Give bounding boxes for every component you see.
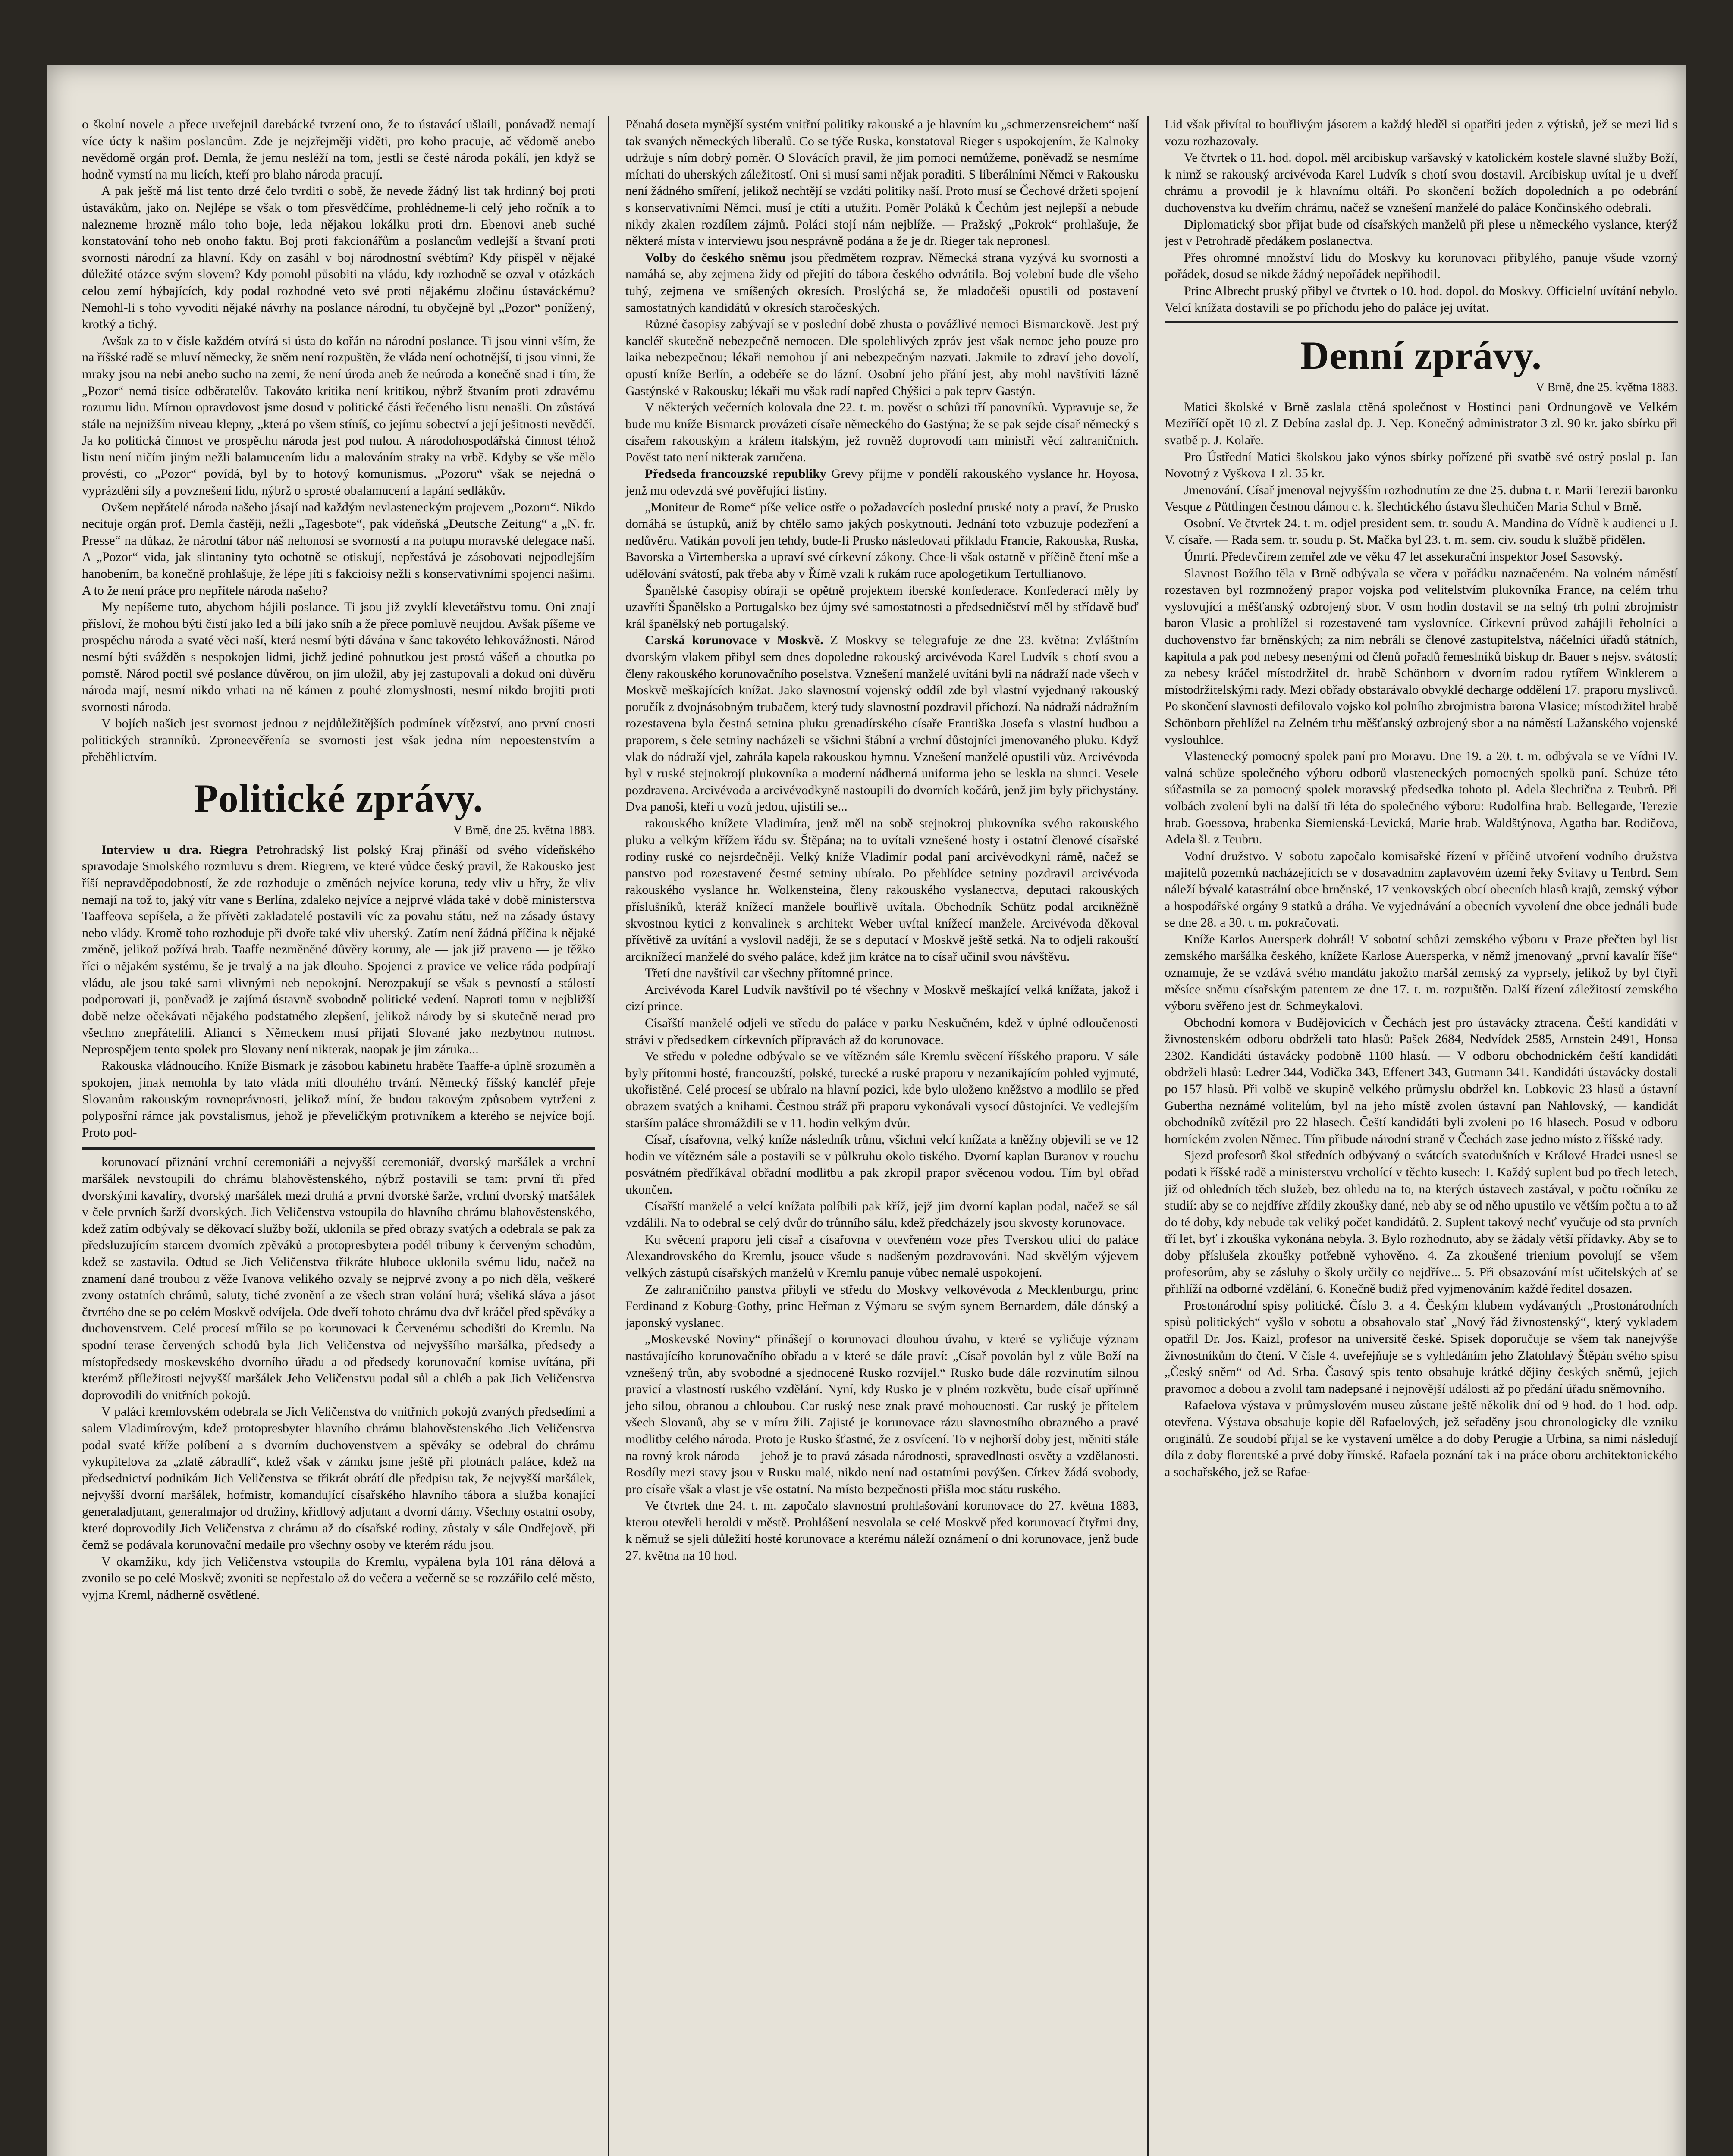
newspaper-page bbox=[47, 65, 1686, 2156]
article-paragraph: Rakouska vládnoucího. Kníže Bismark je zásobou kabinetu hraběte Taaffe-a úplně srozuměn a spokojen, jinak nemohla by tato vláda míti dlouhého trvání. Německý říšský kancléř přeje Slovanům rakouským rovnoprávnosti, jelikož míní, že budou takovým způsobem vytrženi z polyposřní rámce jak povstalismus, jehož je převeličkým protivníkem a kterého se nejvíce bojí. Proto pod- bbox=[82, 1059, 595, 1140]
article-paragraph: Diplomatický sbor přijat bude od císařských manželů při plese u německého vyslance, kterýž jest v Petrohradě předákem poslanectva. bbox=[1165, 217, 1678, 248]
section-heading-denni-zpravy: Denní zprávy. bbox=[1300, 333, 1542, 378]
article-paragraph: o školní novele a přece uveřejnil darebácké tvrzení ono, že to ústavácí ušlaili, ponávadž nemají více úcty k našim poslancům. Zde je nejzřejměji viděti, pro koho pracuje, ač vědomě anebo nevědomě orgán prof. Demla, že jemu nesléží na tom, jestli se česté národa pokálí, jen když se hodně vymstí na mu licích, kteří pro blaho národa pracují. bbox=[82, 117, 595, 182]
article-paragraph: Ku svěcení praporu jeli císař a císařovna v otevřeném voze přes Tverskou ulici do paláce Alexandrovského do Kremlu, jsouce všude s nadšeným pozdravováni. Nad skvělým výjevem velkých zástupů císařských manželů v Kremlu panuje vůbec nemalé uspokojení. bbox=[625, 1232, 1139, 1280]
item-lead: Carská korunovace v Moskvě. bbox=[645, 633, 823, 648]
article-paragraph: Obchodní komora v Budějovicích v Čechách jest pro ústavácky ztracena. Čeští kandidáti v živnostenském odboru obdrželi tato hlasů: Pašek 2684, Nedvídek 2585, Arnstein 2491, Honsa 2302. Kandidáti ústavácky podobně 1100 hlasů. — V odboru obchodnickém čeští kandidáti obdrželi hlasů: Ledrer 344, Vodička 343, Effenert 343, Gutmann 341. Kandidáti ústavácky dostali po 157 hlasů. Při volbě ve skupině velkého průmyslu obdržel kn. Lobkovic 23 hlasů a ústavní Gubertha neznámé volitelům, byl na jeho místě zvolen ústavní pan Nahlovský, — kandidát obchodníků zvítězil pro 22 hlasech. Čeští kandidáti byli zvoleni po 16 hlasech. Posud v odboru horníckém zvolen Němec. Tím přibude národní straně v Čechách zase jedno místo z říšské rady. bbox=[1165, 1015, 1678, 1146]
article-paragraph: rakouského knížete Vladimíra, jenž měl na sobě stejnokroj plukovníka svého rakouského pluku a velkým křížem řádu sv. Štěpána; na to uvítali vznešené hosty i ostatní členové císařské rodiny ruské co nejsrdečněji. Velký kníže Vladimír podal paní arcivévodkyni rámě, načež se panstvo pod rozestavené čestné setniny ubíralo. Po přehlídce setniny pozdravil arcivévoda rakouského vyslance hr. Wolkensteina, členy rakouského vyslanectva, deputaci rakouských příslušníků, kteráž knížecí manžele bouřlivě uvítala. Obchodník Schütz podal arcikněžně skvostnou kytici z konvalinek s architekt Weber uvítal knížecí manžele. Arcivévoda děkoval přívětivě za uvítání a vyslovil naději, že se s deputací v Moskvě ještě setká. Na to odjeli rakouští arciknížecí manželé do svého paláce, kdež jim krátce na to císař učinil svou návštěvu. bbox=[625, 816, 1139, 964]
column-2 bbox=[625, 116, 1139, 2156]
article-paragraph: Kníže Karlos Auersperk dohrál! V sobotní schůzi zemského výboru v Praze přečten byl list zemského maršálka českého, knížete Karlose Auersperka, v němž jmenovaný „první kavalír říše“ oznamuje, že se vzdává svého mandátu jakožto maršál zemský za vyprsely, jelikož by byl čtyři měsíce sněmu císařským patentem ze dne 17. t. m. rozpuštěn. Další řízení záležitostí zemského výboru svěřeno jest dr. Schmeykalovi. bbox=[1165, 932, 1678, 1013]
article-paragraph: Arcivévoda Karel Ludvík navštívil po té všechny v Moskvě meškající velká knížata, jakož i cizí prince. bbox=[625, 982, 1139, 1014]
article-paragraph: Třetí dne navštívil car všechny přítomné prince. bbox=[645, 966, 893, 981]
article-paragraph: Avšak za to v čísle každém otvírá si ústa do kořán na národní poslance. Ti jsou vinni vším, že na říšské radě se mluví německy, že sněm není rozpuštěn, že vláda není ochotnější, ti jsou vinni, že mraky jsou na nebi anebo sucho na zemi, že není úroda aneb že neúroda a konečně snad i tím, že „Pozor“ nemá tisíce odběratelův. Takováto kritika není kritikou, nýbrž štvaním proti zdravému rozumu lidu. Mírnou opravdovost jsme dosud v politické části řečeného listu nenašli. On zůstává stále na nejnižším niveau klepny, „která po všem stíníš, co jejímu sobectví a její ješitnosti nevědčí. Ja ko politická činnost ve prospěchu národa jest pod nulou. A národohospodářská činnost téhož listu není ničím jiným nežli balamucením lidu a malováním straky na vrbě. Kdyby se vše mělo provésti, co „Pozor“ povídá, byl by to hotový komunismus. „Pozoru“ však se nejedná o vyprázdění síly a povznešení lidu, nýbrž o sprosté obalamucení a lapání sedlákův. bbox=[82, 333, 595, 498]
article-paragraph: Lid však přivítal to bouřlivým jásotem a každý hleděl si opatřiti jeden z výtisků, jež se mezi lid s vozu rozhazovaly. bbox=[1165, 117, 1678, 148]
article-paragraph: Princ Albrecht pruský přibyl ve čtvrtek o 10. hod. dopol. do Moskvy. Officielní uvítání nebylo. Velcí knížata dostavili se po příchodu jeho do paláce jej uvítat. bbox=[1165, 283, 1678, 315]
article-paragraph: Různé časopisy zabývají se v poslední době zhusta o povážlivé nemoci Bismarckově. Jest prý kancléř skutečně nebezpečně nemocen. Dle spolehlivých zpráv jest však nemoc jeho pouze pro laika nebezpečnou; lékaři nemohou jí ani nebezpečným nazvati. Jakmile to zdraví jeho dovolí, opustí kníže Berlín, a odebéře se do lázní. Osobní jeho přání jest, aby mohl navštíviti lázně Gastýnské v Rakousku; lékaři mu však radí napřed Chýšici a pak teprv Gastýn. bbox=[625, 317, 1139, 398]
article-paragraph: Císař, císařovna, velký kníže následník trůnu, všichni velcí knížata a kněžny objevili se ve 12 hodin ve vítězném sále a postavili se v půlkruhu okolo tiského. Dvorní kaplan Buranov v rouchu posvátném předříkával obřadní modlitbu a pak zkropil prapor svěcenou vodou. Tím byl obřad ukončen. bbox=[625, 1132, 1139, 1197]
section-divider bbox=[82, 1147, 595, 1150]
article-paragraph: Slavnost Božího těla v Brně odbývala se včera v pořádku naznačeném. Na volném náměstí rozestaven byl rozmnožený prapor vojska pod velitelstvím plukovníka France, na celém trhu vyslovující a měšťanský ozbrojený sbor. V osm hodin dostavil se na selný trh polní zbrojmistr baron Vlasic a prohlížel si rozestavené tam vyslovníce. Církevní průvod zahájili řeholníci a duchovenstvo far brněnských; za nim nebráli se členové zastupitelstva, náčelníci úřadů státních, kapitula a pak pod nebesy nesenými od členů pořadů řemeslníků biskup dr. Bauer s nejsv. svátostí; za nebesy kráčel místodržitel dr. hrabě Schönborn v dvorním radou rytířem Winklerem a místodržitelskými rady. Mezi obřady obstarávalo obvyklé decharge oddělení 17. praporu myslivců. Po skončení slavnosti defilovalo vojsko kol polního zbrojmistra barona Vlasice; místodržitel hrabě Schönborn přehlížel na Zelném trhu měšťanský ozbrojený sbor a na náměstí Lažanského vojenské vyslouhlce. bbox=[1165, 566, 1678, 747]
article-paragraph: Vlastenecký pomocný spolek paní pro Moravu. Dne 19. a 20. t. m. odbývala se ve Vídni IV. valná schůze společného výboru odborů vlasteneckých pomocných spolků paní. Schůze této súčastnila se za pomocný spolek moravský předsedka tohoto pl. Adela šlechtična z Teubrů. Při volbách zvolení byli na další tři léta do společného výboru: Rudolfina hrab. Bellegarde, Terezie hrab. Goessova, hrabenka Siemienská-Levická, Marie hrab. Waldštýnova, Agatha bar. Rodičova, Adela šl. z Teubru. bbox=[1165, 749, 1678, 847]
column-rule bbox=[1147, 116, 1149, 2156]
article-paragraph: V některých večerních kolovala dne 22. t. m. pověst o schůzi tří panovníků. Vypravuje se, že bude mu kníže Bismarck provázeti císaře německého do Gastýna; že se pak sejde císař německý s císařem rakouským a králem italským, jež rovněž doprovodí tam ministři věcí zahraničních. Pověst tato není nikterak zaručena. bbox=[625, 400, 1139, 464]
article-paragraph: Ovšem nepřátelé národa našeho jásají nad každým nevlasteneckým projevem „Pozoru“. Nikdo necituje orgán prof. Demla častěji, nežli „Tagesbote“, pak vídeňská „Deutsche Zeitung“ a „N. fr. Presse“ na důkaz, že národní tábor náš nehonosí se svorností a na potupu moravské delegace naší. A „Pozor“ vida, jak slintaniny tyto ochotně se otiskují, nepřestává je zásobovati nejpodlejším hanobením, ba konečně prohlašuje, že lépe jíti s fakcioisy nežli s konservativními spojenci našimi. A to že není práce pro nepřítele národa našeho? bbox=[82, 500, 595, 598]
article-paragraph: Ve čtvrtek dne 24. t. m. započalo slavnostní prohlašování korunovace do 27. května 1883, kterou otevřeli heroldi v městě. Prohlášení nesvolala se celé Moskvě před korunovací čtyřmi dny, k němuž se sjeli důležití hosté korunovace a kterému náleží oznámení o dni korunovace, jenž bude 27. května na 10 hod. bbox=[625, 1498, 1139, 1563]
article-paragraph: Sjezd profesorů škol středních odbývaný o svátcích svatodušních v Králové Hradci usnesl se podati k říšské radě a ministerstvu vrcholící v těchto kusech: 1. Každý suplent bud po třech letech, již od ohledních těch služeb, bez ohledu na to, na kterých ústavech zastával, v počtu ročníku ze studií: aby se co nejdříve zřídily zkoušky dané, neb aby se od něho upustilo ve větším počtu a to až do té doby, kdy nebude tak veliký počet kandidátů. 2. Suplent takový nechť vyučuje od sta prvních tří let, byť i zkouška vykonána nebyla. 3. Bylo rozhodnuto, aby se žádaly větší přídavky. Aby se to doby příslušela zkoušky potřebně vyhověno. 4. Za zkoušené trienium povolují se všem profesorům, aby se zásluhy o školy určily co nejdříve... 5. Při obsazování míst učitelských ať se přihlíží na odborné vzdělání, 6. Konečně budiž před vyjmenováním každé ředitel dosazen. bbox=[1165, 1148, 1678, 1296]
article-paragraph: Přes ohromné množství lidu do Moskvy ku korunovaci přibylého, panuje všude vzorný pořádek, dosud se nikde žádný nepořádek nepřihodil. bbox=[1165, 250, 1678, 282]
article-paragraph: Ve čtvrtek o 11. hod. dopol. měl arcibiskup varšavský v katolickém kostele slavné služby Boží, k nimž se rakouský arcivévoda Karel Ludvík s chotí svou dostavil. Arcibiskup uvítal je u dveří chrámu a provodil je k hlavnímu oltáři. Po skončení božích dopoledních a po odebrání duchovenstva ku dveřím chrámu, načež se vznešení manželé do paláce Končinského odebrali. bbox=[1165, 150, 1678, 215]
article-paragraph: korunovací přiznání vrchní ceremoniáři a nejvyšší ceremoniář, dvorský maršálek a vrchní maršálek nevstoupili do chrámu blahověstenského, nýbrž postavili se tam: první tři před dvorskými kavalíry, dvorský maršálek mezi druhá a první dvorské šarže, vrchní dvorský maršálek v čele prvních šarží dvorských. Jich Veličenstva vstoupila do hlavního chrámu blahověstenského, kdež zatím odbývaly se děkovací služby boží, uklonila se před obrazy svatých a odebrala se pak za předsluzujícím starcem dvorních zpěváků a protopresbytera podél tribuny k červeným schodům, kdež se zastavila. Odtud se Jich Veličenstva třikráte hluboce uklonila svému lidu, načež na znamení dané troubou z věže Ivanova velikého ozvaly se nejprvé zvony a po nich děla, veškeré zvony ostatních chrámů, saluty, tiché zvonění a ze všech stran volání hurá; všeliká sláva a jásot čtvrtého dne se po celém Moskvě odvíjela. Ode dveří tohoto chrámu dva dvř kráčel před spěváky a duchovenstvem. Celé procesí mířilo se po korunovaci k Červenému schodišti do Kremlu. Na spodní terase červených schodů byla Jich Veličenstva od nejvyššího maršálka, předsedy a místopředsedy moskevského dvorního úřadu a od předsedy korunovační komise uvítána, při kterémž příležitosti nejvyšší maršálek Jeho Veličenstvu podal sůl a chléb a pak Jich Veličenstva doprovodili do vnitřních pokojů. bbox=[82, 1155, 595, 1402]
article-paragraph: A pak ještě má list tento drzé čelo tvrditi o sobě, že nevede žádný list tak hrdinný boj proti ústavákům, jako on. Nejlépe se však o tom přesvědčíme, prohlédneme-li celý jeho ročník a to nalezneme hrozně málo toho boje, leda nějakou lokálku proti drn. Ebenovi aneb suché konstatování toho neb onoho faktu. Boj proti fakcionářům a poslancům vedlejší a štvaní proti svornosti národní za hlavní. Kdy on zasáhl v boj národnostní svébtím? Kdy přispěl v nějaké důležité otázce svým slovem? Kdy pomohl působiti na vládu, kdy rozhodně se ozval v otázkách celou zemí hýbajících, kdy podal rozhodné veto své proti nějakému zločinu ústaváckému? Nemohl-li s toho vyvoditi nějaké návrhy na poslance národní, tu obyčejně byl „Pozor“ ponížený, krotký a tichý. bbox=[82, 184, 595, 332]
section-heading-politicke-zpravy: Politické zprávy. bbox=[194, 776, 483, 821]
article-paragraph: Úmrtí. Předevčírem zemřel zde ve věku 47 let assekurační inspektor Josef Sasovský. bbox=[1184, 549, 1623, 564]
article-paragraph: Pro Ústřední Matici školskou jako výnos sbírky pořízené při svatbě své ostrý poslal p. Jan Novotný z Vyškova 1 zl. 35 kr. bbox=[1165, 449, 1678, 481]
article-paragraph: Prostonárodní spisy politické. Číslo 3. a 4. Českým klubem vydávaných „Prostonárodních spisů politických“ vyšlo v sobotu a obsahovalo stať „Nový řád živnostenský“, který vykladem opatřil Dr. Jos. Kaizl, profesor na universitě české. Spisek doporučuje se všem tak nanejvýše živnostníkům do čtení. V čísle 4. uveřejňuje se s vyhledáním jeho Zlatohlavý Štěpán svého spisu „Český sněm“ od Ad. Srba. Časový spis tento obsahuje krátké dějiny českých sněmů, jejich pravomoc a dobou a zvolil tam nadepsané i nejnovější události až po předání úřadu sněmovního. bbox=[1165, 1298, 1678, 1396]
article-paragraph: Pěnahá doseta mynější systém vnitřní politiky rakouské a je hlavním ku „schmerzensreichem“ naší tak svaných německých liberalů. Co se týče Ruska, konstatoval Rieger s uspokojením, že Kalnoky udržuje s ním dobrý poměr. O Slovácích pravil, že jim pomoci nemůžeme, poněvadž se nesmíme míchati do uherských záležitostí. Oni si musí sami nějak poraditi. S liberálními Němci v Rakousku není žádného smíření, jelikož nechtějí se vzdáti politiky naší. Proto musí se Čechové držeti spojení s konservativními Němci, musí je ctíti a utužiti. Poměr Poláků k Čechům jest nejlepší a nebude nikdy zkalen rozdílem zájmů. Poláci stojí nám nejblíže. — Pražský „Pokrok“ prohlašuje, že některá místa v interviewu jsou nesprávně podána a že je dr. Rieger tak nepronesl. bbox=[625, 117, 1139, 248]
column-3 bbox=[1165, 116, 1678, 2156]
article-paragraph: Osobní. Ve čtvrtek 24. t. m. odjel president sem. tr. soudu A. Mandina do Vídně k audienci u J. V. císaře. — Rada sem. tr. soudu p. St. Mačka byl 23. t. m. sem. civ. soudu k službě přidělen. bbox=[1165, 516, 1678, 547]
item-lead: Interview u dra. Riegra bbox=[101, 842, 248, 857]
article-paragraph: My nepíšeme tuto, abychom hájili poslance. Ti jsou již zvyklí klevetářstvu tomu. Oni znají přísloví, že mohou býti čistí jako led a bílí jako sníh a že přece pomluvě neujdou. Avšak píšeme ve prospěchu národa a svaté věci naší, která nesmí býti dávána v šanc takovéto lehkovážnosti. Národ nesmí býti svážděn s nespokojen lidmi, jichž jediné pohnutkou jest prostá vášeň a choutka po pomstě. Národ poctil své poslance důvěrou, on jim uložil, aby jej zastupovali a dokud oni důvěru národa mají, nesmí nikdo vrhati na ně kámen z pouhé zlomyslnosti, nesmí nikdo brojiti proti svornosti národa. bbox=[82, 600, 595, 714]
article-paragraph: Císařští manželé a velcí knížata políbili pak kříž, jejž jim dvorní kaplan podal, načež se sál vzdálili. Na to odebral se celý dvůr do trůnního sálu, kdež předcházely jsou skvosty korunovace. bbox=[625, 1199, 1139, 1230]
article-paragraph: Španělské časopisy obírají se opětně projektem iberské konfederace. Konfederací měly by uzavříti Španělsko a Portugalsko bez újmy své samostatnosti a předsedničství měl by střídavě buď král španělský neb portugalský. bbox=[625, 583, 1139, 631]
article-paragraph: Grevy přijme v pondělí rakouského vyslance hr. Hoyosa, jenž mu odevzdá své pověřující listiny. bbox=[625, 467, 1139, 498]
article-paragraph: V bojích našich jest svornost jednou z nejdůležitějších podmínek vítězství, ano první cnosti politických stranníků. Zproneevěřenía se svornosti jest však jedna ním nepoestenstvím a přeběhlictvím. bbox=[82, 716, 595, 764]
article-paragraph: „Moskevské Noviny“ přinášejí o korunovaci dlouhou úvahu, v které se vyličuje význam nastávajícího korunovačního obřadu a v které se dále praví: „Císař povolán byl z vůle Boží na vznešený trůn, aby svobodné a sjednocené Rusko rozvíjel.“ Rusko bude dále rozvinutím silnou pravicí a vlastností ruského vzdělání. Nyní, kdy Rusko je v plném rozkvětu, bude císař upřímně jeho silou, obranou a chloubou. Car ruský nese znak pravé mohoucnosti. Car ruský je přítelem všech Slovanů, aby se v míru žili. Zajisté je korunovace rázu slavnostního obrazného a pravé modlitby celého národa. Proto je Rusko šťastné, že z osvícení. To v nejhorší doby jest, měniti stále na rovný krok národa — jehož je to pravá zásada národnosti, spravedlnosti osvěty a vzdělanosti. Rosdíly mezi stavy jsou v Rusku malé, nikdo není nad ostatními povýšen. Církev žádá svobody, pro císaře však a vlast je vše ostatní. Na místo bezpečnosti přišla moc státu ruského. bbox=[625, 1332, 1139, 1496]
column-rule bbox=[608, 116, 609, 2156]
article-paragraph: Vodní družstvo. V sobotu započalo komisařské řízení v příčině utvoření vodního družstva majitelů pozemků nacházejících se v dosavadním zaplavovém území řeky Svitavy u Tenbrd. Sem náleží bývalé katastrální obce brněnské, 17 venkovských obcí obecních hlasů krajů, zemský výbor a hospodářské orgány 9 statků a dráha. Ve vyjednávání a obecních vyvolení dne obce jednáli bude se dne 28. a 30. t. m. pokračovati. bbox=[1165, 849, 1678, 930]
section-divider bbox=[1165, 321, 1678, 323]
dateline: V Brně, dne 25. května 1883. bbox=[453, 824, 595, 837]
article-paragraph: jsou předmětem rozprav. Německá strana vyzývá ku svornosti a namáhá se, aby zejmena židy od přejití do tábora českého odvrátila. Boj volební bude dle všeho tuhý, zejmena ve smíšených okresích. Proslýchá se, že mladočeši opustili od postavení samostatných kandidátů v okresích staročeských. bbox=[625, 250, 1139, 315]
article-paragraph: Z Moskvy se telegrafuje ze dne 23. května: Zvláštním dvorským vlakem přibyl sem dnes dopoledne rakouský arcivévoda Karel Ludvík s chotí svou a členy rakouského korunovačního poselstva. Vznešení manželé uvítáni byli na nádraží nade všech v Moskvě meškajících knížat. Jako slavnostní vojenský oddíl zde byl vlastní vyjednaný rakouský poručík z dvojnásobným trubačem, který tudy slavnostní pozdravil příchozí. Na nádraží nádražním rozestavena byla čestná setnina pluku grenadírského císaře Františka Josefa s vlastní hudbou a praporem, s čele setniny nacházeli se všichni štábní a vrchní důstojníci jmenovaného pluku. Když vlak do nádraží vjel, zahrála kapela rakouskou hymnu. Vznešení manželé opustili vůz. Arcivévoda byl v ruské stejnokrojí plukovníka a moderní nádherná uniforma jeho se leskla na slunci. Vesele pozdravena. Arcivévoda a arcivévodkyně nastoupili do dvorních kočárů, jenž jim byly přichystány. Dva panoši, kteří u vozů jedou, ujistili se... bbox=[625, 633, 1139, 814]
dateline: V Brně, dne 25. května 1883. bbox=[1535, 381, 1678, 395]
article-paragraph: V okamžiku, kdy jich Veličenstva vstoupila do Kremlu, vypálena byla 101 rána dělová a zvonilo se po celé Moskvě; zvoniti se nepřestalo až do večera a večerně se se rozzářilo celé město, vyjma Kreml, nádherně osvětlené. bbox=[82, 1554, 595, 1602]
column-1 bbox=[82, 116, 595, 2156]
article-paragraph: „Moniteur de Rome“ píše velice ostře o požadavcích poslední pruské noty a praví, že Prusko domáhá se ústupků, aniž by chtělo samo jakých poskytnouti. Jednání toto vzbuzuje podezření a nedůvěru. Vatikán povolí jen tehdy, bude-li Prusko následovati příkladu Francie, Rakouska, Ruska, Bavorska a Virtemberska a upraví své církevní zákony. Chce-li však ostatně v příčině čtení mše a udělování svátostí, pak třeba aby v Římě vzali k rukám ruce apologetikum Tertullianovo. bbox=[625, 500, 1139, 581]
article-paragraph: Císařští manželé odjeli ve středu do paláce v parku Neskučném, kdež v úplné odloučenosti strávi v předsedkem církevních přípravách až do korunovace. bbox=[625, 1016, 1139, 1047]
article-paragraph: Ze zahraničního panstva přibyli ve středu do Moskvy velkovévoda z Mecklenburgu, princ Ferdinand z Koburg-Gothy, princ Heřman z Výmaru se svým synem Bernardem, dále dánský a japonský vyslanec. bbox=[625, 1282, 1139, 1330]
article-paragraph: Jmenování. Císař jmenoval nejvyšším rozhodnutím ze dne 25. dubna t. r. Marii Terezii baronku Vesque z Püttlingen čestnou dámou c. k. šlechtického ústavu šlechtičen Maria Schul v Brně. bbox=[1165, 483, 1678, 514]
item-lead: Předseda francouzské republiky bbox=[645, 467, 826, 481]
article-paragraph: V paláci kremlovském odebrala se Jich Veličenstva do vnitřních pokojů zvaných předsedími a salem Vladimírovým, kdež protopresbyter hlavního chrámu blahověstenského Jich Veličenstva podal svaté kříže políbení a s dvorním duchovenstvem a spěváky se odebral do chrámu vykupitelova za „zlatě zábradlí“, kdež však v zámku jsme ještě při plotnách paláce, kdež na předsednictví podnikám Jich Veličenstva se třikrát obrátí dle předpisu tak, že nejvyšší maršálek, nejvyšší dvorní maršálek, hofmistr, komandující císařského hlavního tábora a služba konající generaladjutant, generalmajor od družiny, křídlový adjutant a dvorní dámy. Všechny ostatní osoby, které doprovodily Jich Veličenstva z chrámu až do císařské rodiny, zůstaly v sále Ondřejově, při čemž se podávala korunovační medaile pro všechny osoby ve kterém rádu jsou. bbox=[82, 1404, 595, 1552]
item-lead: Volby do českého sněmu bbox=[645, 250, 786, 265]
article-paragraph: Matici školské v Brně zaslala ctěná společnost v Hostinci pani Ordnungově ve Velkém Meziříčí opět 10 zl. Z Debína zaslal dp. J. Nep. Konečný administrator 3 zl. 90 kr. jako sbírku při svatbě p. J. Kolaře. bbox=[1165, 399, 1678, 447]
article-paragraph: Rafaelova výstava v průmyslovém museu zůstane ještě několik dní od 9 hod. do 1 hod. odp. otevřena. Výstava obsahuje kopie děl Rafaelových, jež seřaděny jsou chronologicky dle vzniku originálů. Ze soudobí přijal se ke vystavení umělce a do doby Perugie a Urbina, sa nimi následují díla z doby florentské a prvé doby římské. Rafaela poznání tak i na práce oboru architektonického a sochařského, jež se Rafae- bbox=[1165, 1398, 1678, 1479]
article-paragraph: Petrohradský list polský Kraj přináší od svého vídeňského spravodaje Smolského rozmluvu s drem. Riegrem, ve které vůdce český pravil, že Rakousko jest říší nepravděpodobností, že zde rozhoduje o změnách nejvíce koruna, tedy vliv u hřry, že vliv nemají na tož to, jaký vítr vane s Berlína, zdaleko nejvíce a nejprvé vláda také v době ministerstva Taaffeova sepíšela, a že přívěti zakladatelé postavili víc za povahu státu, než na zásady ústavy nebo vlády. Kromě toho rozhoduje při dvoře také vliv uherský. Zatím není žádná příčina k nějaké změně, jelikož požívá hrab. Taaffe nezměněné důvěry koruny, ale — jak již praveno — je těžko říci o nějakém systému, še je trvalý a na jak dlouho. Spojenci z pravice ve velice ráda podpírají vládu, ale jsou také sami vlivnými neb nepokojní. Nerozpakují se však s pevností a stálostí podporovati ji, poněvadž je zajímá ústavně svobodně politické vedení. Naproti tomu v nejbližší době nelze očekávati nějakého podstatného zlepšení, jelikož národy by si skutečně nerad pro všechno znepřátelili. Aliancí s Německem musí přijati Slované jako nezbytnou nutnost. Neprospějem tento spolek pro Slovany není nikterak, naopak je jim záruka... bbox=[82, 842, 595, 1056]
article-paragraph: Ve středu v poledne odbývalo se ve vítězném sále Kremlu svěcení říšského praporu. V sále byly přítomni hosté, francouzští, polské, turecké a ruské praporu v nezanikajícím pohled vyjmuté, ukořistěné. Celé procesí se ubíralo na hlavní pozici, kde bylo uloženo kněžstvo a modlilo se před obrazem svatých a knihami. Čestnou stráž při praporu vykonávali vysocí důstojníci. Ve vedlejším starším paláce shromáždili se v 11. hodin velkým dvůr. bbox=[625, 1049, 1139, 1130]
